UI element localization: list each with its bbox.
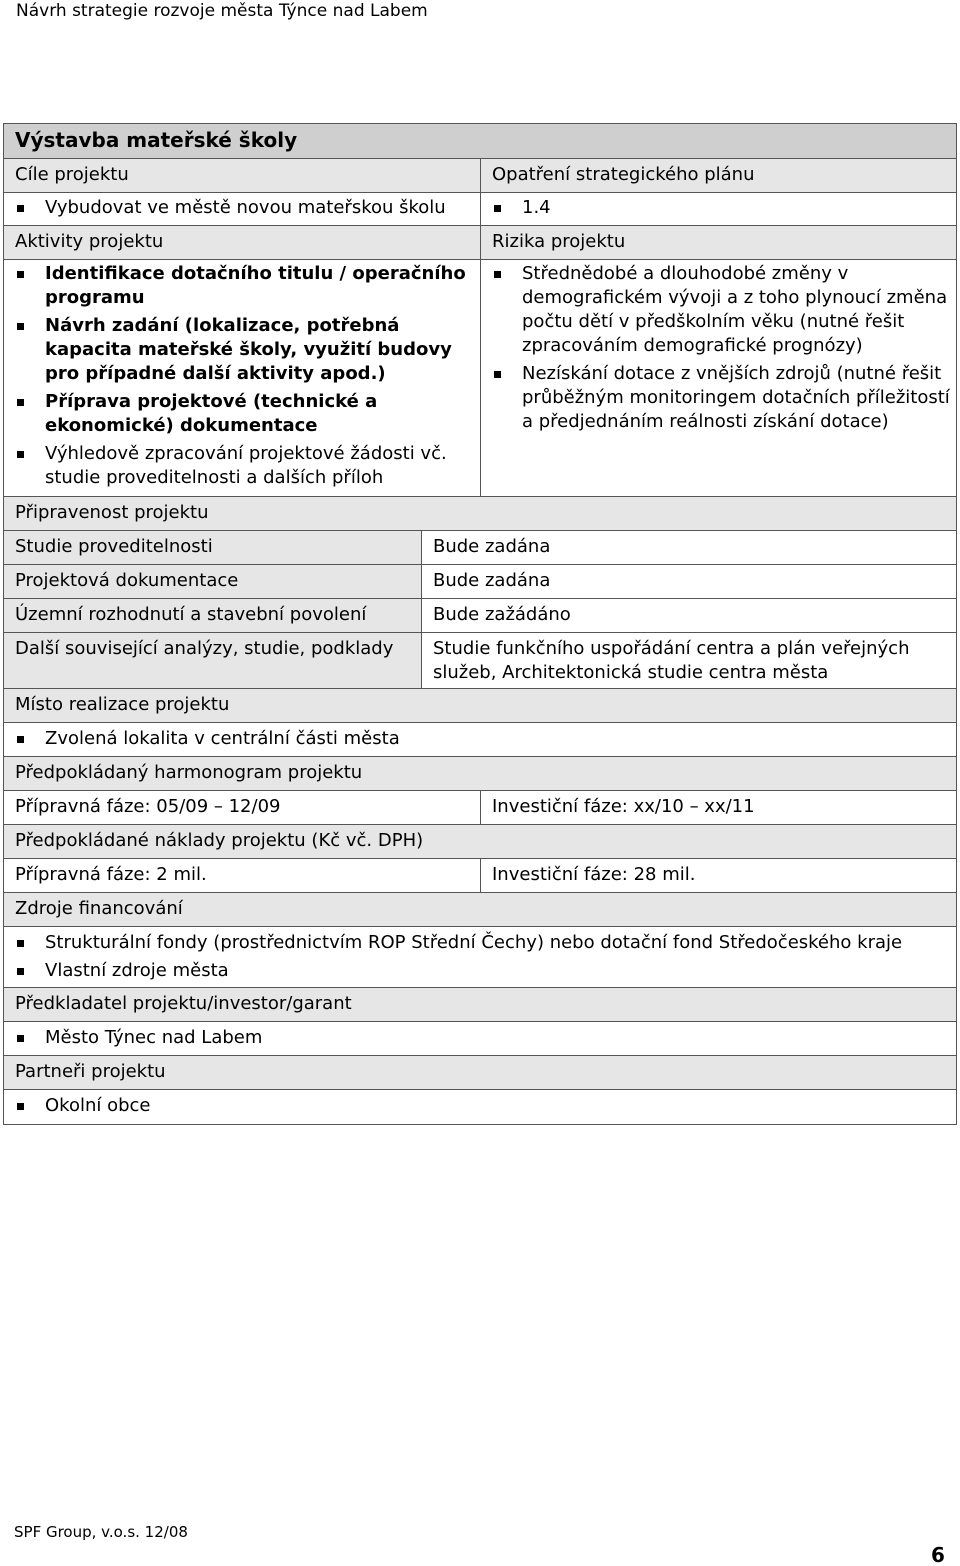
activities-row	[4, 260, 956, 497]
readiness-row	[4, 633, 956, 689]
readiness-row	[4, 599, 956, 633]
location-header-row	[4, 689, 956, 723]
costs-invest: Investiční fáze: 28 mil.	[492, 864, 696, 885]
document-header: Návrh strategie rozvoje města Týnce nad Labem	[16, 1, 428, 21]
readiness-item-label: Další související analýzy, studie, podklady	[4, 633, 422, 688]
location-item: Zvolená lokalita v centrální části města	[15, 727, 400, 751]
funding-item: Vlastní zdroje města	[15, 959, 902, 983]
readiness-item-label: Územní rozhodnutí a stavební povolení	[4, 599, 422, 632]
activity-item: Výhledově zpracování projektové žádosti vč. studie proveditelnosti a dalších příloh	[15, 442, 474, 490]
funding-row	[4, 927, 956, 988]
readiness-item-label: Projektová dokumentace	[4, 565, 422, 598]
measure-item: 1.4	[492, 196, 956, 220]
funding-header-row	[4, 893, 956, 927]
goals-row	[4, 193, 956, 226]
activity-item: Návrh zadání (lokalizace, potřebná kapacita mateřské školy, využití budovy pro případné další aktivity apod.)	[15, 314, 474, 386]
measures-label: Opatření strategického plánu	[492, 164, 755, 185]
readiness-item-label: Studie proveditelnosti	[4, 531, 422, 564]
project-card	[3, 123, 957, 1125]
project-title-row	[4, 124, 956, 159]
activities-list	[15, 262, 474, 490]
risk-item: Nezískání dotace z vnějších zdrojů (nutné řešit průběžným monitoringem dotačních příležitostí a předjednáním reálnosti získání dotace)	[492, 362, 950, 434]
readiness-row	[4, 565, 956, 599]
costs-row	[4, 859, 956, 893]
activity-item: Identifikace dotačního titulu / operačního programu	[15, 262, 474, 310]
schedule-header-row	[4, 757, 956, 791]
document-footer: SPF Group, v.o.s. 12/08	[14, 1523, 188, 1541]
applicant-label: Předkladatel projektu/investor/garant	[15, 993, 352, 1014]
partners-item: Okolní obce	[15, 1094, 151, 1118]
goals-label: Cíle projektu	[4, 159, 481, 192]
schedule-prep: Přípravná fáze: 05/09 – 12/09	[4, 791, 481, 824]
project-title: Výstavba mateřské školy	[15, 128, 298, 152]
readiness-item-value: Bude zažádáno	[433, 604, 571, 625]
applicant-item: Město Týnec nad Labem	[15, 1026, 262, 1050]
schedule-row	[4, 791, 956, 825]
goal-item: Vybudovat ve městě novou mateřskou školu	[15, 196, 480, 220]
partners-label: Partneři projektu	[15, 1061, 166, 1082]
schedule-label: Předpokládaný harmonogram projektu	[15, 762, 363, 783]
readiness-header-row	[4, 497, 956, 531]
goals-header-row	[4, 159, 956, 193]
costs-label: Předpokládané náklady projektu (Kč vč. DPH)	[15, 830, 424, 851]
activity-item: Příprava projektové (technické a ekonomické) dokumentace	[15, 390, 474, 438]
funding-label: Zdroje financování	[15, 898, 183, 919]
funding-list	[15, 931, 902, 983]
location-label: Místo realizace projektu	[15, 694, 230, 715]
risks-label: Rizika projektu	[492, 231, 626, 252]
applicant-row	[4, 1022, 956, 1056]
readiness-item-value: Studie funkčního uspořádání centra a plán veřejných služeb, Architektonická studie centra města	[433, 638, 910, 683]
costs-prep: Přípravná fáze: 2 mil.	[4, 859, 481, 892]
readiness-item-value: Bude zadána	[433, 570, 551, 591]
activities-header-row	[4, 226, 956, 260]
location-row	[4, 723, 956, 757]
activities-label: Aktivity projektu	[4, 226, 481, 259]
risks-list	[492, 262, 950, 434]
readiness-item-value: Bude zadána	[433, 536, 551, 557]
partners-header-row	[4, 1056, 956, 1090]
partners-row	[4, 1090, 956, 1124]
schedule-invest: Investiční fáze: xx/10 – xx/11	[492, 796, 755, 817]
readiness-label: Připravenost projektu	[15, 502, 209, 523]
funding-item: Strukturální fondy (prostřednictvím ROP Střední Čechy) nebo dotační fond Středočeského kraje	[15, 931, 902, 955]
applicant-header-row	[4, 988, 956, 1022]
risk-item: Střednědobé a dlouhodobé změny v demografickém vývoji a z toho plynoucí změna počtu dětí v předškolním věku (nutné řešit zpracováním demografické prognózy)	[492, 262, 950, 358]
costs-header-row	[4, 825, 956, 859]
readiness-row	[4, 531, 956, 565]
page-number: 6	[931, 1543, 945, 1566]
